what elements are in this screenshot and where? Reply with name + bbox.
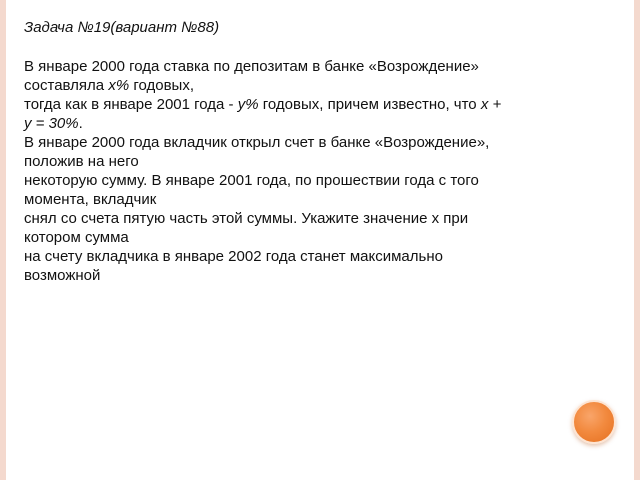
text-run: годовых, bbox=[129, 77, 195, 94]
problem-line: некоторую сумму. В январе 2001 года, по прошествии года с того bbox=[24, 172, 479, 189]
problem-line: на счету вкладчика в январе 2002 года станет максимально bbox=[24, 248, 443, 265]
text-run: тогда как в январе 2001 года - bbox=[24, 96, 238, 113]
problem-line: В январе 2000 года вкладчик открыл счет в банке «Возрождение», bbox=[24, 134, 490, 151]
slide-content bbox=[24, 18, 584, 285]
equation-part: y = 30% bbox=[24, 115, 79, 132]
task-title: Задача №19(вариант №88) bbox=[24, 19, 220, 36]
problem-line: момента, вкладчик bbox=[24, 191, 157, 208]
problem-line: возможной bbox=[24, 267, 101, 284]
problem-line bbox=[24, 95, 584, 114]
problem-line: снял со счета пятую часть этой суммы. Укажите значение x при bbox=[24, 210, 469, 227]
problem-line: положив на него bbox=[24, 153, 139, 170]
text-run: . bbox=[78, 115, 83, 132]
right-decor-stripe bbox=[634, 0, 640, 480]
equation-part: x + bbox=[480, 96, 502, 113]
problem-text bbox=[24, 57, 584, 285]
text-run: составляла bbox=[24, 77, 109, 94]
problem-line bbox=[24, 114, 584, 133]
variable-y: y% bbox=[237, 96, 259, 113]
problem-line: котором сумма bbox=[24, 229, 129, 246]
decorative-circle bbox=[572, 400, 616, 444]
left-decor-stripe bbox=[0, 0, 6, 480]
variable-x: x% bbox=[108, 77, 130, 94]
problem-line bbox=[24, 76, 584, 95]
text-run: годовых, причем известно, что bbox=[258, 96, 481, 113]
problem-line: В январе 2000 года ставка по депозитам в банке «Возрождение» bbox=[24, 58, 479, 75]
